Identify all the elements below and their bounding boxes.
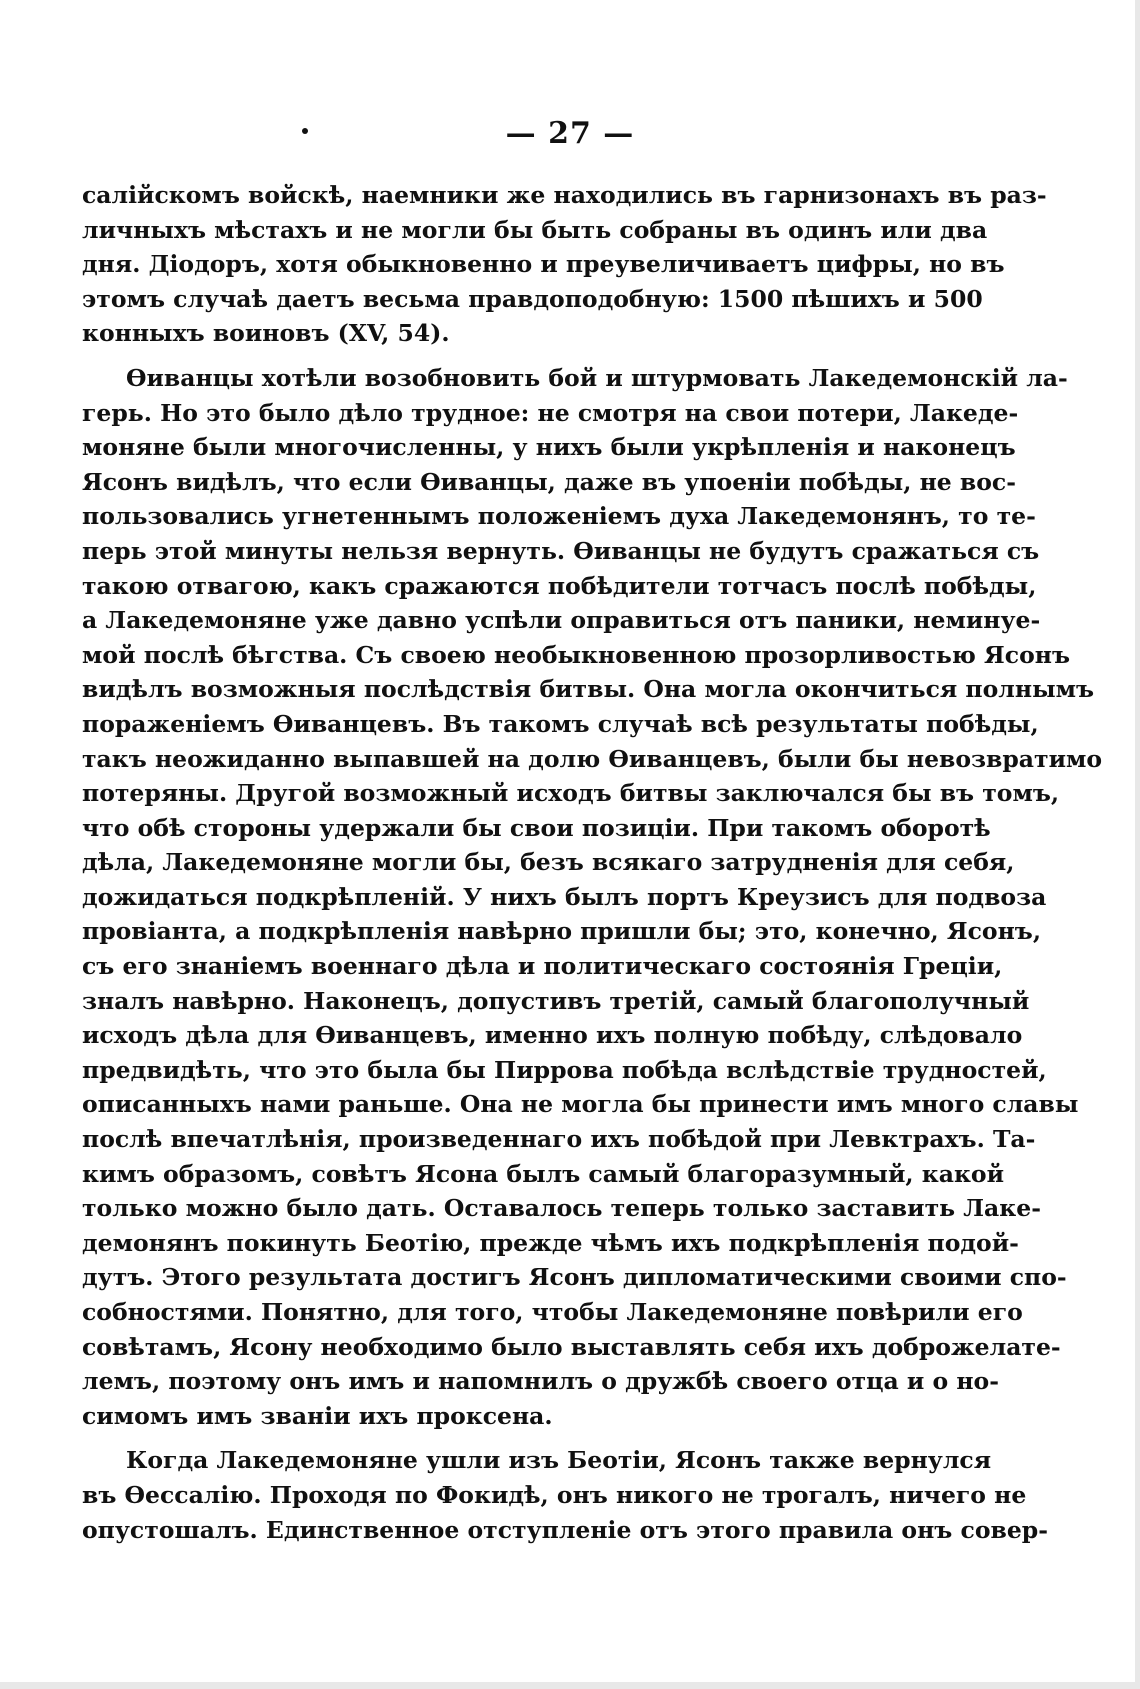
scan-edge-right — [1135, 0, 1140, 1689]
paragraph-3 — [82, 1443, 1048, 1547]
text-line: дѣла, Лакедемоняне могли бы, безъ всякаго затрудненія для себя, — [82, 848, 1015, 877]
text-line: салійскомъ войскѣ, наемники же находились въ гарнизонахъ въ раз- — [82, 181, 1047, 209]
text-line: пользовались угнетеннымъ положеніемъ духа Лакедемонянъ, то те- — [82, 502, 1036, 531]
text-line: этомъ случаѣ даетъ весьма правдоподобную: 1500 пѣшихъ и 500 — [82, 284, 983, 313]
text-line: дня. Діодоръ, хотя обыкновенно и преувеличиваетъ цифры, но въ — [82, 250, 1005, 279]
text-line: симомъ имъ званіи ихъ проксена. — [82, 1401, 553, 1430]
text-line: видѣлъ возможныя послѣдствія битвы. Она могла окончиться полнымъ — [82, 675, 1095, 704]
text-line: Ѳиванцы хотѣли возобновить бой и штурмовать Лакедемонскій ла- — [126, 363, 1068, 392]
text-line: собностями. Понятно, для того, чтобы Лакедемоняне повѣрили его — [82, 1298, 1023, 1326]
text-line: съ его знаніемъ военнаго дѣла и политическаго состоянія Греціи, — [82, 952, 1003, 981]
text-line: личныхъ мѣстахъ и не могли бы быть собраны въ одинъ или два — [82, 215, 988, 244]
text-line: моняне были многочисленны, у нихъ были укрѣпленія и наконецъ — [82, 433, 1016, 462]
text-line: послѣ впечатлѣнія, произведеннаго ихъ побѣдой при Левктрахъ. Та- — [82, 1125, 1036, 1154]
text-line: а Лакедемоняне уже давно успѣли оправиться отъ паники, неминуе- — [82, 606, 1041, 635]
text-line: опустошалъ. Единственное отступленіе отъ этого правила онъ совер- — [82, 1515, 1048, 1544]
text-line: такою отвагою, какъ сражаются побѣдители тотчасъ послѣ побѣды, — [82, 571, 1037, 600]
page-number: — 27 — — [505, 116, 635, 151]
text-line: лемъ, поэтому онъ имъ и напомнилъ о дружбѣ своего отца и о но- — [82, 1367, 999, 1396]
text-line: мой послѣ бѣгства. Съ своею необыкновенною прозорливостью Ясонъ — [82, 640, 1070, 669]
text-line: описанныхъ нами раньше. Она не могла бы принести имъ много славы — [82, 1090, 1079, 1119]
text-line: провіанта, а подкрѣпленія навѣрно пришли бы; это, конечно, Ясонъ, — [82, 917, 1042, 946]
text-line: совѣтамъ, Ясону необходимо было выставлять себя ихъ доброжелате- — [82, 1332, 1061, 1361]
paragraph-gap — [82, 351, 940, 361]
text-line: дутъ. Этого результата достигъ Ясонъ дипломатическими своими спо- — [82, 1263, 1067, 1292]
text-line: въ Ѳессалію. Проходя по Фокидѣ, онъ никого не трогалъ, ничего не — [82, 1480, 1027, 1509]
text-line: перь этой минуты нельзя вернуть. Ѳиванцы не будутъ сражаться съ — [82, 536, 1040, 565]
text-line: исходъ дѣла для Ѳиванцевъ, именно ихъ полную побѣду, слѣдовало — [82, 1021, 1023, 1050]
text-line: предвидѣть, что это была бы Пиррова побѣда вслѣдствіе трудностей, — [82, 1055, 1047, 1084]
paragraph-2 — [82, 361, 1103, 1433]
text-line: конныхъ воиновъ (XV, 54). — [82, 319, 450, 348]
text-line: Когда Лакедемоняне ушли изъ Беотіи, Ясонъ также вернулся — [126, 1446, 992, 1475]
text-line: герь. Но это было дѣло трудное: не смотря на свои потери, Лакеде- — [82, 398, 1019, 427]
text-line: кимъ образомъ, совѣтъ Ясона былъ самый благоразумный, какой — [82, 1159, 1005, 1188]
text-line: такъ неожиданно выпавшей на долю Ѳиванцевъ, были бы невозвратимо — [82, 744, 1103, 773]
text-line: демонянъ покинуть Беотію, прежде чѣмъ ихъ подкрѣпленія подой- — [82, 1228, 1019, 1257]
scan-edge-bottom — [0, 1682, 1140, 1689]
text-line: только можно было дать. Оставалось теперь только заставить Лаке- — [82, 1194, 1041, 1223]
text-line: что обѣ стороны удержали бы свои позиціи. При такомъ оборотѣ — [82, 813, 991, 842]
paragraph-gap — [82, 1433, 940, 1443]
text-line: зналъ навѣрно. Наконецъ, допустивъ третій, самый благополучный — [82, 986, 1030, 1015]
text-line: дожидаться подкрѣпленій. У нихъ былъ портъ Креузисъ для подвоза — [82, 882, 1047, 911]
text-line: Ясонъ видѣлъ, что если Ѳиванцы, даже въ упоеніи побѣды, не вос- — [82, 467, 1016, 496]
body-text — [82, 178, 1103, 1547]
text-line: пораженіемъ Ѳиванцевъ. Въ такомъ случаѣ всѣ результаты побѣды, — [82, 709, 1039, 738]
text-line: потеряны. Другой возможный исходъ битвы заключался бы въ томъ, — [82, 779, 1060, 808]
paragraph-1 — [82, 178, 1047, 351]
